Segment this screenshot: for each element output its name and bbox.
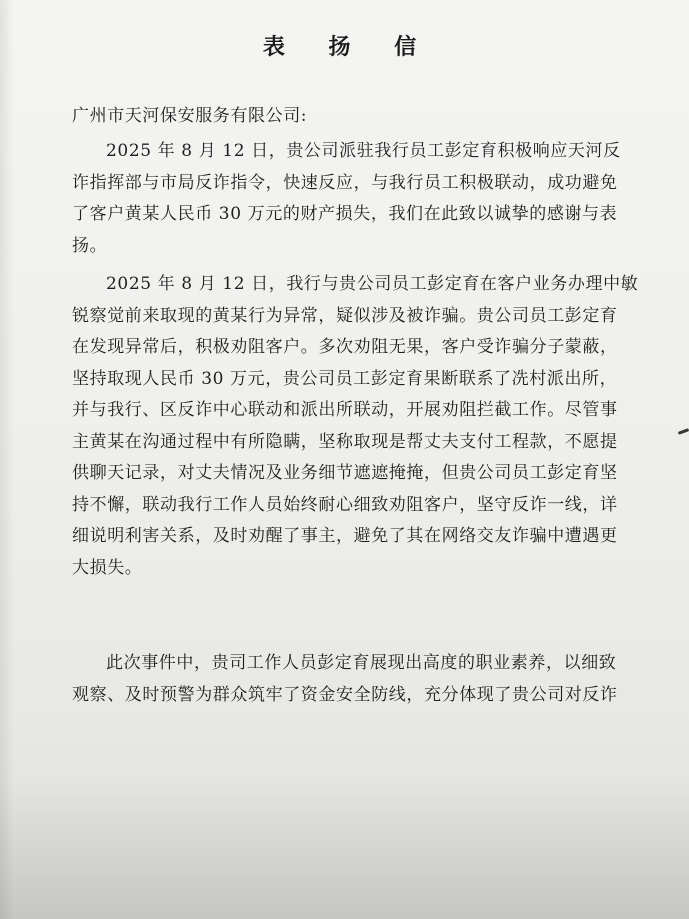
margin-mark [678, 428, 689, 435]
salutation [72, 101, 632, 133]
paragraph-2-line: 供聊天记录，对丈夫情况及业务细节遮遮掩掩，但贵公司员工彭定育坚 [72, 463, 618, 483]
paragraph-2 [72, 269, 639, 584]
paragraph-2-line: 2025 年 8 月 12 日，我行与贵公司员工彭定育在客户业务办理中敏 [106, 274, 639, 294]
paragraph-2-line: 细说明利害关系，及时劝醒了事主，避免了其在网络交友诈骗中遭遇更 [72, 526, 618, 546]
paragraph-1-line: 2025 年 8 月 12 日，贵公司派驻我行员工彭定育积极响应天河反 [106, 141, 621, 161]
paragraph-3-line: 观察、及时预警为群众筑牢了资金安全防线，充分体现了贵公司对反诈 [72, 684, 618, 705]
paragraph-2-line: 主黄某在沟通过程中有所隐瞒，坚称取现是帮丈夫支付工程款，不愿提 [72, 431, 618, 452]
paragraph-2-line: 持不懈，联动我行工作人员始终耐心细致劝阻客户，坚守反诈一线，详 [72, 494, 618, 515]
paragraph-3-line: 此次事件中，贵司工作人员彭定育展现出高度的职业素养，以细致 [106, 653, 617, 673]
paragraph-1 [72, 136, 632, 262]
paragraph-1-line: 诈指挥部与市局反诈指令，快速反应，与我行员工积极联动，成功避免 [72, 172, 618, 193]
paragraph-1-line: 了客户黄某人民币 30 万元的财产损失，我们在此致以诚挚的感谢与表 [72, 204, 618, 224]
paragraph-2-line: 并与我行、区反诈中心联动和派出所联动，开展劝阻拦截工作。尽管事 [72, 400, 618, 420]
letter-title: 表 扬 信 [262, 34, 435, 60]
page-shadow-bottom [0, 779, 689, 919]
paragraph-3 [72, 648, 632, 711]
salutation-line: 广州市天河保安服务有限公司: [72, 106, 308, 126]
paragraph-2-line: 锐察觉前来取现的黄某行为异常，疑似涉及被诈骗。贵公司员工彭定育 [72, 305, 618, 326]
paragraph-1-line: 扬。 [72, 235, 108, 256]
paragraph-2-line: 坚持取现人民币 30 万元，贵公司员工彭定育果断联系了冼村派出所， [72, 368, 618, 389]
paragraph-2-line: 大损失。 [72, 557, 143, 578]
paragraph-2-line: 在发现异常后，积极劝阻客户。多次劝阻无果，客户受诈骗分子蒙蔽， [72, 337, 618, 357]
